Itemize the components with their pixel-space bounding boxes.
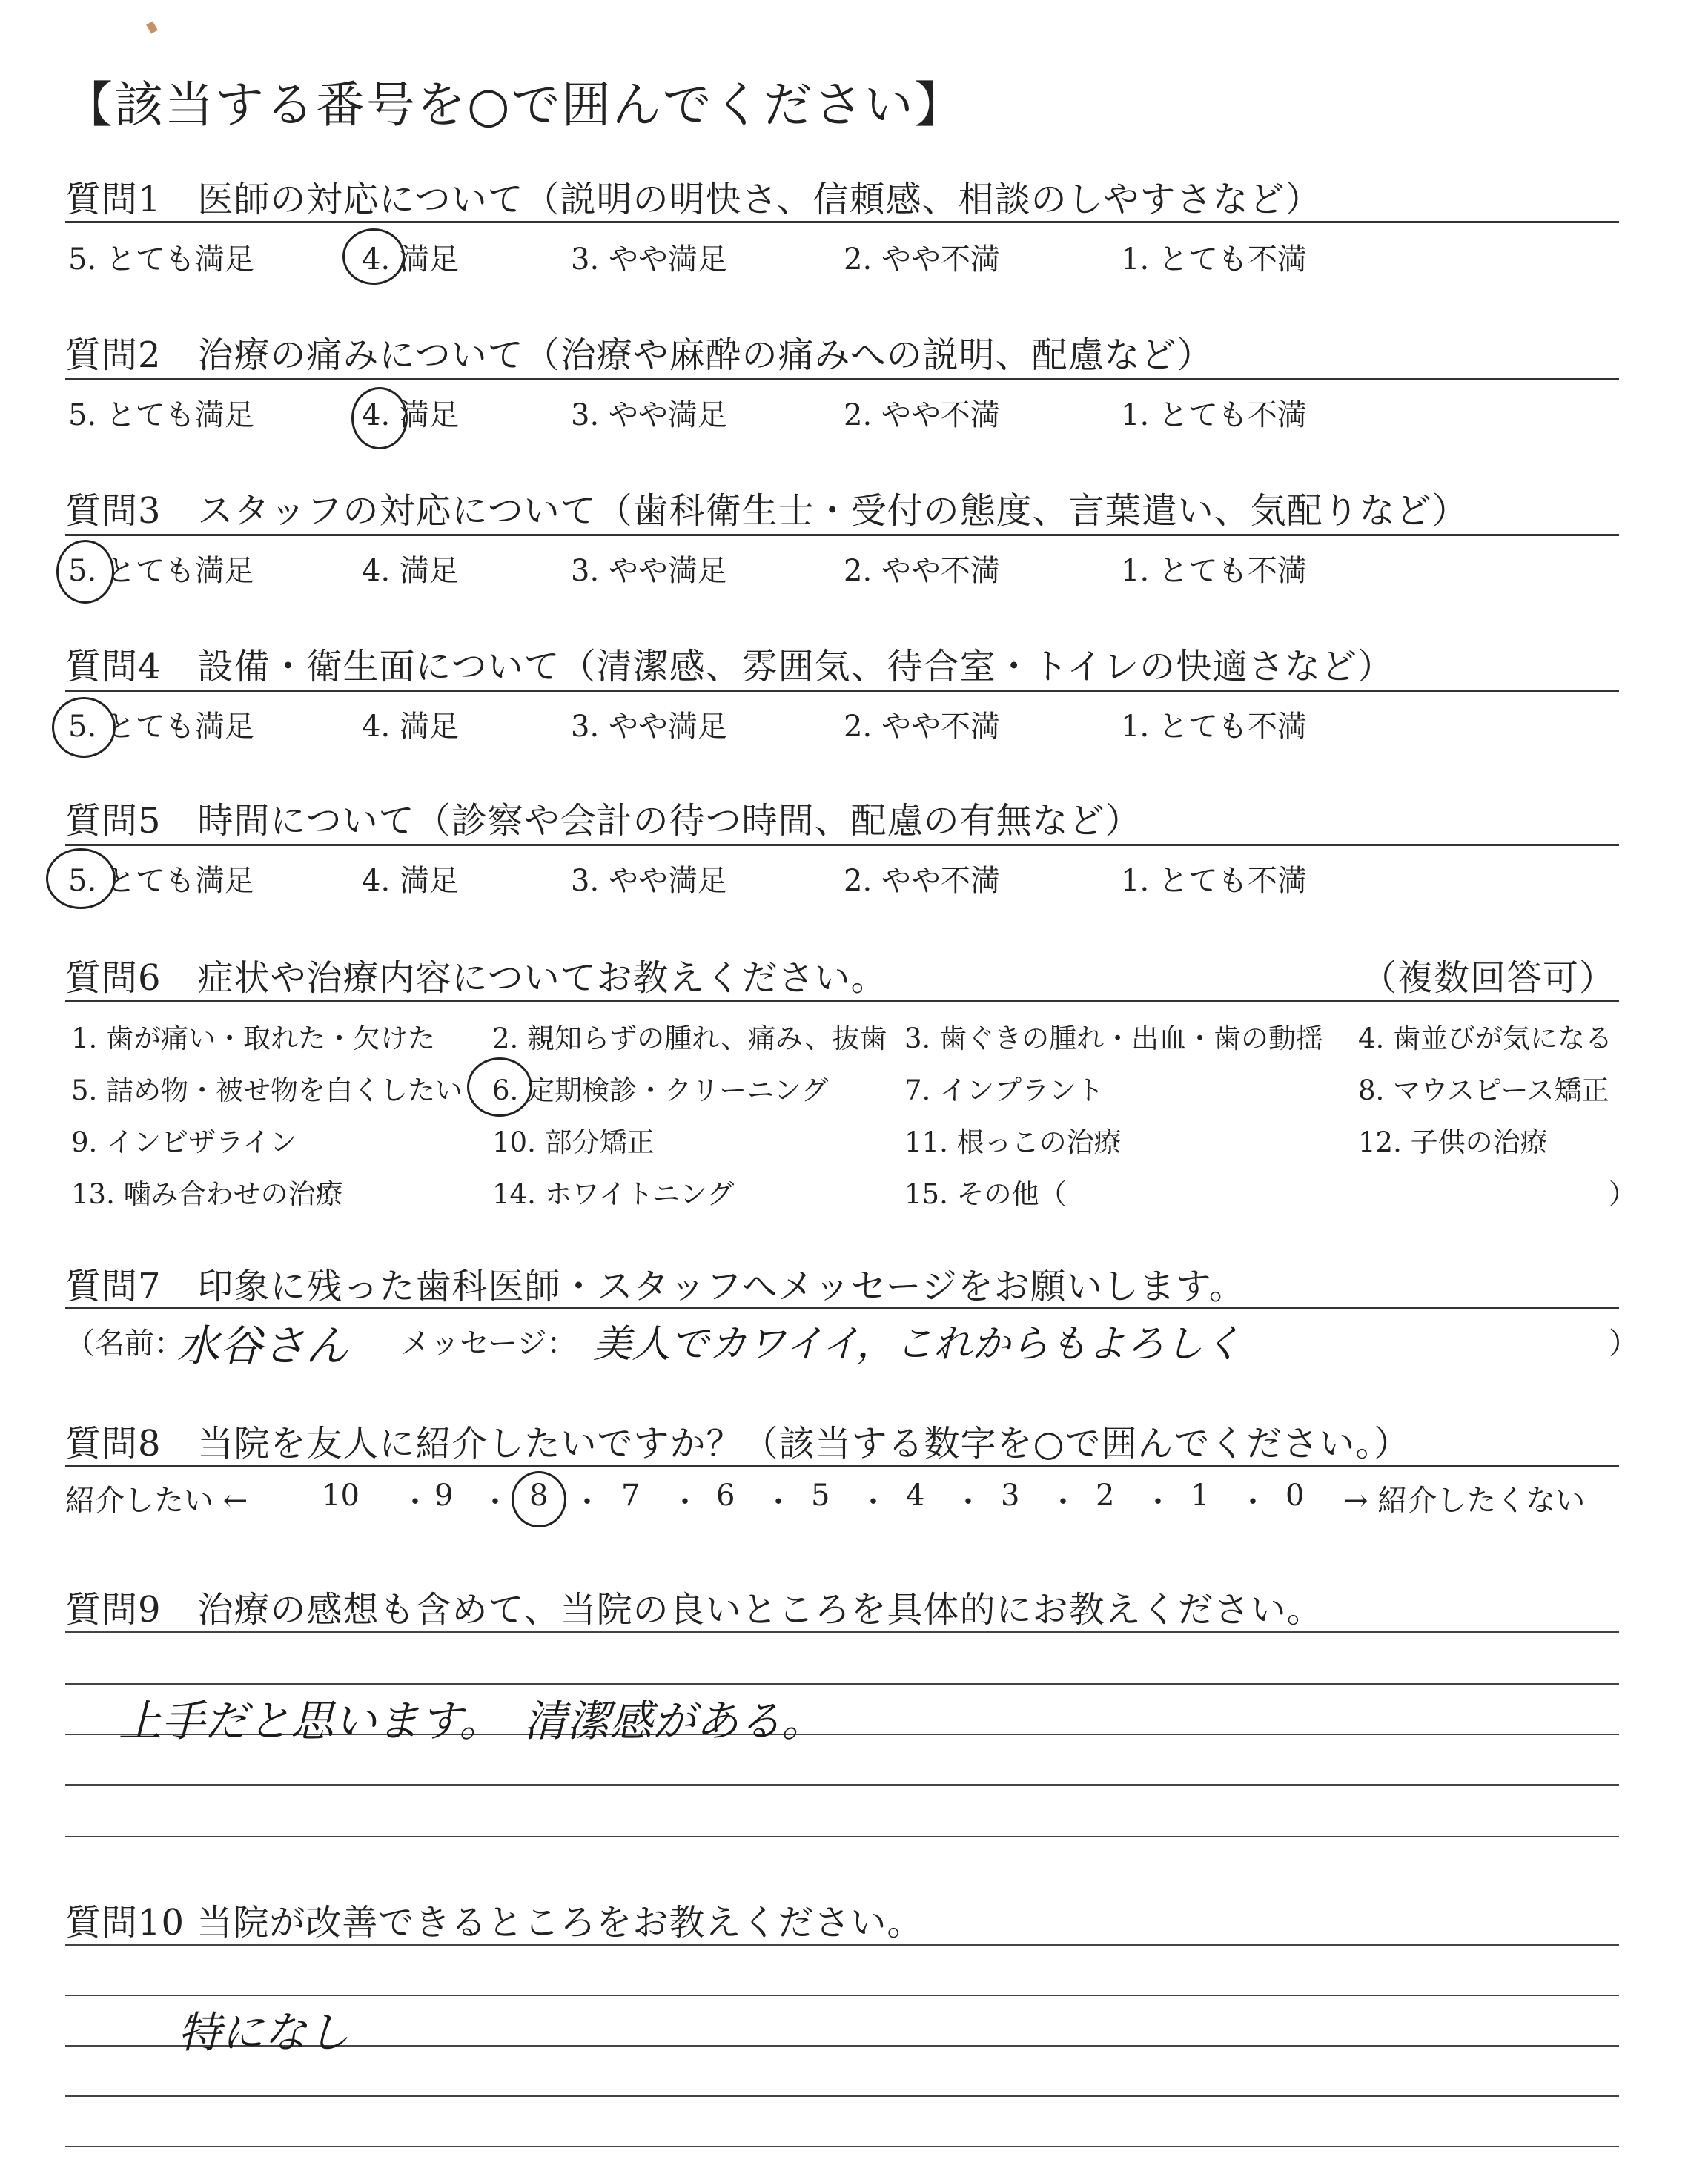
q3-rule — [65, 534, 1619, 536]
q9-line-4 — [65, 1784, 1619, 1786]
q1-rule — [65, 221, 1619, 223]
q3-selected-circle — [56, 540, 114, 604]
q10-title: 質問10 当院が改善できるところをお教えください。 — [65, 1902, 924, 1943]
q8-dot: ・ — [1238, 1485, 1268, 1519]
q5-option-4[interactable]: 4. 満足 — [362, 864, 459, 898]
q8-scale-10[interactable]: 10 — [322, 1479, 360, 1513]
q6-item-2[interactable]: 2. 親知らずの腫れ、痛み、抜歯 — [492, 1023, 887, 1054]
q8-dot: ・ — [480, 1485, 510, 1519]
q6-title: 質問6 症状や治療内容についてお教えください。 — [65, 957, 887, 999]
q6-item-13[interactable]: 13. 噛み合わせの治療 — [71, 1178, 343, 1210]
q8-right-label: → 紹介したくない — [1343, 1484, 1586, 1518]
q7-title: 質問7 印象に残った歯科医師・スタッフへメッセージをお願いします。 — [65, 1266, 1245, 1307]
q8-scale-5[interactable]: 5 — [811, 1479, 830, 1513]
q4-option-3[interactable]: 3. やや満足 — [571, 710, 727, 744]
q8-scale-6[interactable]: 6 — [716, 1479, 735, 1513]
q8-scale-4[interactable]: 4 — [906, 1479, 925, 1513]
q1-option-5[interactable]: 5. とても満足 — [68, 242, 254, 277]
q6-item-1[interactable]: 1. 歯が痛い・取れた・欠けた — [71, 1023, 436, 1054]
q6-item-7[interactable]: 7. インプラント — [904, 1074, 1105, 1106]
q6-item-10[interactable]: 10. 部分矯正 — [492, 1126, 655, 1158]
q7-name-value[interactable]: 水谷さん — [176, 1321, 349, 1371]
q8-dot: ・ — [670, 1485, 700, 1519]
q10-line-2 — [65, 1995, 1619, 1996]
q8-dot: ・ — [764, 1485, 793, 1519]
q3-option-1[interactable]: 1. とても不満 — [1121, 554, 1307, 588]
q7-rule — [65, 1307, 1619, 1309]
q4-option-5[interactable]: 5. とても満足 — [68, 710, 254, 744]
q9-line-1 — [65, 1631, 1619, 1633]
corner-mark — [146, 21, 158, 33]
q4-option-1[interactable]: 1. とても不満 — [1121, 710, 1307, 744]
q8-scale-8[interactable]: 8 — [529, 1479, 549, 1513]
q1-title: 質問1 医師の対応について（説明の明快さ、信頼感、相談のしやすさなど） — [65, 179, 1322, 220]
page-header: 【該当する番号を○で囲んでください】 — [64, 76, 965, 133]
q8-dot: ・ — [1048, 1485, 1078, 1519]
q2-title: 質問2 治療の痛みについて（治療や麻酔の痛みへの説明、配慮など） — [65, 334, 1214, 376]
q6-item-11[interactable]: 11. 根っこの治療 — [904, 1126, 1122, 1158]
q6-item-5[interactable]: 5. 詰め物・被せ物を白くしたい — [71, 1074, 463, 1106]
q9-title: 質問9 治療の感想も含めて、当院の良いところを具体的にお教えください。 — [65, 1589, 1323, 1631]
q8-scale-9[interactable]: 9 — [434, 1479, 454, 1513]
q4-rule — [65, 690, 1619, 692]
q4-option-2[interactable]: 2. やや不満 — [844, 710, 1000, 744]
q5-rule — [65, 844, 1619, 846]
q10-line-1 — [65, 1944, 1619, 1946]
q4-option-4[interactable]: 4. 満足 — [362, 710, 459, 744]
q1-option-4[interactable]: 4. 満足 — [362, 242, 459, 277]
q2-option-2[interactable]: 2. やや不満 — [844, 398, 1000, 432]
q4-title: 質問4 設備・衛生面について（清潔感、雰囲気、待合室・トイレの快適さなど） — [65, 646, 1394, 687]
q7-message-label: メッセージ： — [400, 1327, 577, 1361]
q6-item-9[interactable]: 9. インビザライン — [71, 1126, 297, 1158]
q8-dot: ・ — [953, 1485, 983, 1519]
q5-option-1[interactable]: 1. とても不満 — [1121, 864, 1307, 898]
q3-title: 質問3 スタッフの対応について（歯科衛生士・受付の態度、言葉遣い、気配りなど） — [65, 490, 1469, 532]
q8-selected-circle — [512, 1471, 566, 1527]
q8-dot: ・ — [572, 1485, 602, 1519]
q6-item-12[interactable]: 12. 子供の治療 — [1358, 1126, 1548, 1158]
q8-scale-7[interactable]: 7 — [621, 1479, 640, 1513]
q1-option-2[interactable]: 2. やや不満 — [844, 242, 1000, 277]
q1-option-1[interactable]: 1. とても不満 — [1121, 242, 1307, 277]
q6-rule — [65, 1000, 1619, 1002]
q10-line-4 — [65, 2095, 1619, 2097]
q10-line-5 — [65, 2146, 1619, 2147]
q7-name-label: （名前： — [65, 1327, 184, 1361]
q6-item-6[interactable]: 6. 定期検診・クリーニング — [492, 1074, 829, 1106]
q1-option-3[interactable]: 3. やや満足 — [571, 242, 727, 277]
q7-message-value[interactable]: 美人でカワイイ，これからもよろしく — [593, 1322, 1242, 1367]
q8-scale-3[interactable]: 3 — [1001, 1479, 1020, 1513]
q2-option-4[interactable]: 4. 満足 — [362, 398, 459, 432]
q5-option-5[interactable]: 5. とても満足 — [68, 864, 254, 898]
q7-close: ） — [1609, 1327, 1638, 1361]
q2-selected-circle — [351, 387, 408, 449]
q6-note: （複数回答可） — [1361, 957, 1616, 999]
q8-rule — [65, 1465, 1619, 1467]
q3-option-5[interactable]: 5. とても満足 — [68, 554, 254, 588]
q5-selected-circle — [46, 848, 116, 909]
q6-item-3[interactable]: 3. 歯ぐきの腫れ・出血・歯の動揺 — [904, 1023, 1324, 1054]
q8-scale-2[interactable]: 2 — [1096, 1479, 1115, 1513]
q4-selected-circle — [52, 697, 116, 758]
q2-option-5[interactable]: 5. とても満足 — [68, 398, 254, 432]
q3-option-2[interactable]: 2. やや不満 — [844, 554, 1000, 588]
q3-option-4[interactable]: 4. 満足 — [362, 554, 459, 588]
q6-item-14[interactable]: 14. ホワイトニング — [492, 1178, 735, 1210]
q8-left-label: 紹介したい ← — [65, 1484, 248, 1518]
q2-option-3[interactable]: 3. やや満足 — [571, 398, 727, 432]
q5-option-3[interactable]: 3. やや満足 — [571, 864, 727, 898]
q6-item-15[interactable]: 15. その他（ — [904, 1178, 1067, 1210]
q9-line-2 — [65, 1683, 1619, 1685]
q5-title: 質問5 時間について（診察や会計の待つ時間、配慮の有無など） — [65, 800, 1142, 842]
q6-selected-circle — [467, 1057, 532, 1117]
q8-dot: ・ — [400, 1485, 430, 1519]
q3-option-3[interactable]: 3. やや満足 — [571, 554, 727, 588]
q2-rule — [65, 378, 1619, 380]
q6-item-4[interactable]: 4. 歯並びが気になる — [1358, 1023, 1613, 1054]
q6-item-8[interactable]: 8. マウスピース矯正 — [1358, 1074, 1609, 1106]
q8-dot: ・ — [858, 1485, 888, 1519]
q8-dot: ・ — [1143, 1485, 1173, 1519]
q1-selected-circle — [342, 228, 405, 285]
q10-answer[interactable]: 特になし — [178, 2007, 351, 2058]
q5-option-2[interactable]: 2. やや不満 — [844, 864, 1000, 898]
q8-scale-1[interactable]: 1 — [1191, 1479, 1210, 1513]
q8-title: 質問8 当院を友人に紹介したいですか？（該当する数字を○で囲んでください。） — [65, 1423, 1411, 1464]
q9-line-5 — [65, 1836, 1619, 1837]
q2-option-1[interactable]: 1. とても不満 — [1121, 398, 1307, 432]
q6-item-15-close: ） — [1609, 1178, 1636, 1210]
q9-answer[interactable]: 上手だと思います。 清潔感がある。 — [119, 1696, 825, 1746]
q8-scale-0[interactable]: 0 — [1285, 1479, 1305, 1513]
